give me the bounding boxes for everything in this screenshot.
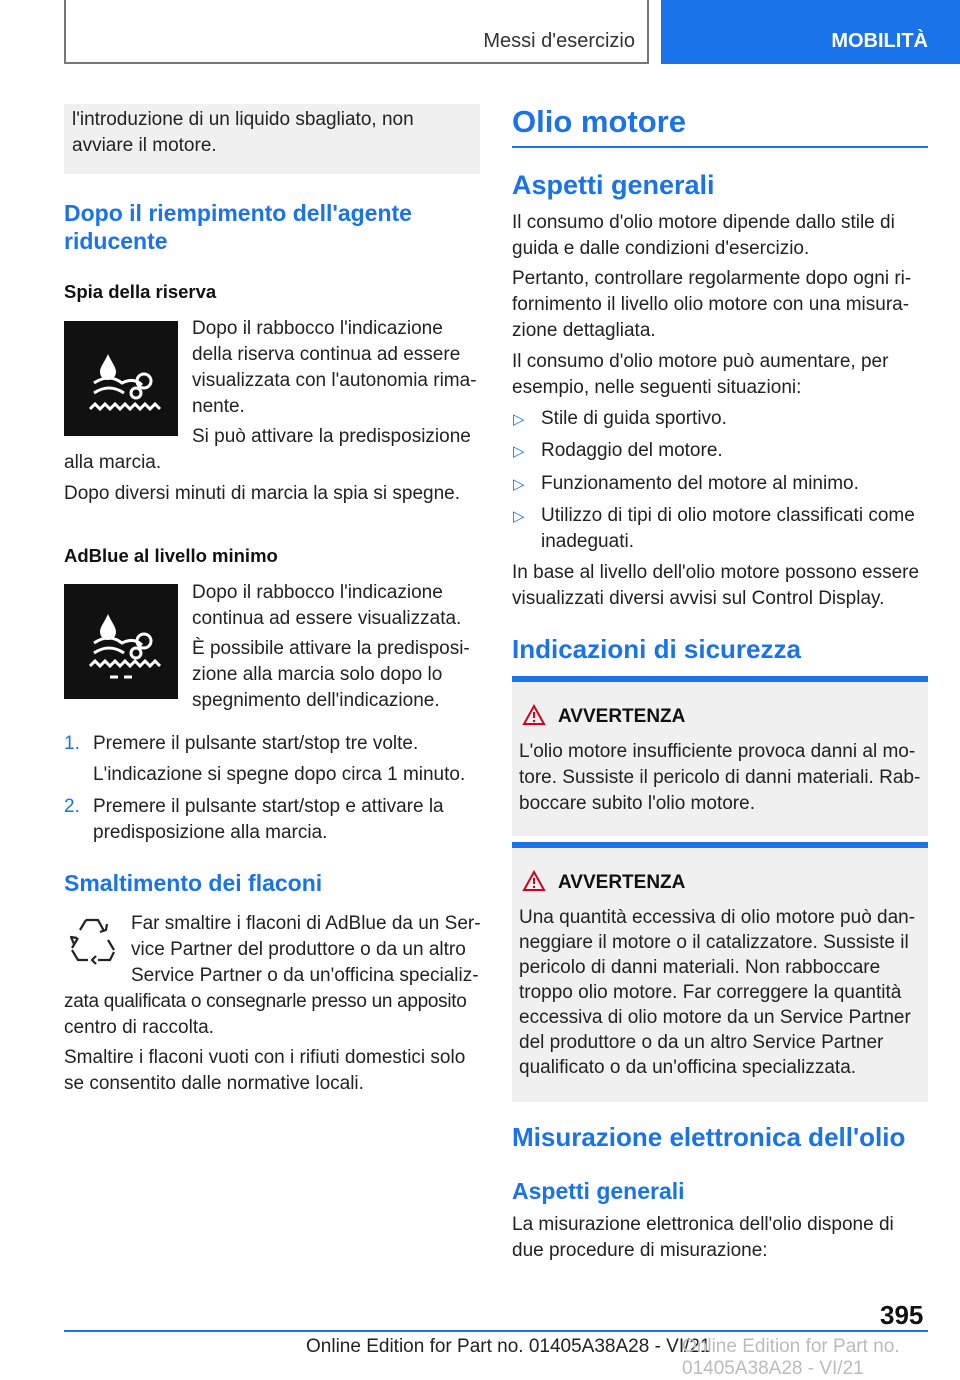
disposal-line: zata qualificata o consegnarle presso un apposito <box>64 991 467 1012</box>
footer-watermark: Online Edition for Part no. 01405A38A28 - VI/21 <box>682 1336 900 1379</box>
minimum-line: Dopo il rabbocco l'indicazione <box>192 582 443 603</box>
header-chapter-label: MOBILITÀ <box>831 30 928 52</box>
general-line: Il consumo d'olio motore può aumentare, per <box>512 351 889 372</box>
adblue-reserve-icon <box>64 321 178 436</box>
warning-line: L'olio motore insufficiente provoca danni al mo- <box>519 741 916 762</box>
disposal-line: vice Partner del produttore o da un altro <box>131 939 466 960</box>
reserve-title: Spia della riserva <box>64 281 217 302</box>
reserve-line: della riserva continua ad essere <box>192 344 461 365</box>
warning-line: Una quantità eccessiva di olio motore può dan- <box>519 907 916 928</box>
heading-after-refill-cont: riducente <box>64 228 168 254</box>
step-number: 1. <box>64 733 80 754</box>
recycle-icon <box>66 914 118 966</box>
general-line: In base al livello dell'olio motore possono essere <box>512 562 920 583</box>
warning-label: AVVERTENZA <box>558 872 686 893</box>
triangle-bullet-icon: ▷ <box>513 443 525 460</box>
step-text: Premere il pulsante start/stop e attivare la <box>93 796 444 817</box>
note-line: l'introduzione di un liquido sbagliato, non <box>72 109 414 130</box>
warning-line: troppo olio motore. Far correggere la quantità <box>519 982 902 1003</box>
header-section-tab <box>64 0 649 64</box>
step-subtext: L'indicazione si spegne dopo circa 1 minuto. <box>93 764 466 785</box>
general-line: guida e dalle condizioni d'esercizio. <box>512 238 810 259</box>
reserve-line: visualizzata con l'autonomia rima- <box>192 370 477 391</box>
step-text: Premere il pulsante start/stop tre volte. <box>93 733 419 754</box>
bullet-item: Stile di guida sportivo. <box>541 408 727 429</box>
header-section-label: Messi d'esercizio <box>483 30 635 52</box>
measure-title: Misurazione elettronica dell'olio <box>512 1122 906 1152</box>
general-line: Il consumo d'olio motore dipende dallo stile di <box>512 212 895 233</box>
note-line: avviare il motore. <box>72 135 217 156</box>
warning-line: eccessiva di olio motore da un Service Partner <box>519 1007 911 1028</box>
measure-line: La misurazione elettronica dell'olio dispone di <box>512 1214 894 1235</box>
triangle-bullet-icon: ▷ <box>513 476 525 493</box>
general-title: Aspetti generali <box>512 170 715 200</box>
disposal-title: Smaltimento dei flaconi <box>64 870 323 896</box>
minimum-line: continua ad essere visualizzata. <box>192 608 462 629</box>
reserve-line: Si può attivare la predisposizione <box>192 426 471 447</box>
reserve-after: Dopo diversi minuti di marcia la spia si spegne. <box>64 483 461 504</box>
triangle-bullet-icon: ▷ <box>513 508 525 525</box>
disposal-after: Smaltire i flaconi vuoti con i rifiuti domestici solo <box>64 1047 466 1068</box>
warning-box <box>512 676 928 836</box>
footer-edition: Online Edition for Part no. 01405A38A28 - VI/21 <box>306 1336 711 1357</box>
footer-rule <box>64 1330 928 1332</box>
warning-label: AVVERTENZA <box>558 706 686 727</box>
disposal-line: centro di raccolta. <box>64 1017 214 1038</box>
bullet-item: Utilizzo di tipi di olio motore classificati come <box>541 505 915 526</box>
disposal-line: Service Partner o da un'officina specializ- <box>131 965 479 986</box>
reserve-line: Dopo il rabbocco l'indicazione <box>192 318 443 339</box>
minimum-line: zione alla marcia solo dopo lo <box>192 664 443 685</box>
warning-line: del produttore o da un altro Service Partner <box>519 1032 884 1053</box>
disposal-line: Far smaltire i flaconi di AdBlue da un Ser- <box>131 913 481 934</box>
general-line: visualizzati diversi avvisi sul Control Display. <box>512 588 885 609</box>
reserve-line: nente. <box>192 396 245 417</box>
warning-line: tore. Sussiste il pericolo di danni materiali. Rab- <box>519 767 921 788</box>
minimum-line: È possibile attivare la predisposi- <box>192 638 470 659</box>
header-chapter-tab <box>661 0 960 64</box>
warning-line: boccare subito l'olio motore. <box>519 793 755 814</box>
general-line: zione dettagliata. <box>512 320 656 341</box>
step-number: 2. <box>64 796 80 817</box>
heading-after-refill: Dopo il riempimento dell'agente <box>64 200 412 226</box>
measure-subtitle: Aspetti generali <box>512 1178 685 1204</box>
minimum-line: spegnimento dell'indicazione. <box>192 690 440 711</box>
note-box <box>64 104 480 174</box>
safety-title: Indicazioni di sicurezza <box>512 634 801 664</box>
reserve-line: alla marcia. <box>64 452 162 473</box>
warning-box <box>512 842 928 1102</box>
bullet-item: Rodaggio del motore. <box>541 440 723 461</box>
bullet-item-cont: inadeguati. <box>541 531 634 552</box>
minimum-title: AdBlue al livello minimo <box>64 545 278 566</box>
measure-line: due procedure di misurazione: <box>512 1240 768 1261</box>
warning-line: neggiare il motore o il catalizzatore. Sussiste il <box>519 932 909 953</box>
general-line: Pertanto, controllare regolarmente dopo ogni ri- <box>512 268 912 289</box>
step-text: predisposizione alla marcia. <box>93 822 328 843</box>
triangle-bullet-icon: ▷ <box>513 411 525 428</box>
warning-line: qualificato o da un'officina specializzata. <box>519 1057 857 1078</box>
general-line: esempio, nelle seguenti situazioni: <box>512 377 802 398</box>
title-rule <box>512 146 928 148</box>
warning-triangle-icon <box>522 870 546 892</box>
adblue-minimum-icon <box>64 584 178 699</box>
general-line: fornimento il livello olio motore con una misura- <box>512 294 910 315</box>
warning-line: pericolo di danni materiali. Non rabboccare <box>519 957 881 978</box>
warning-triangle-icon <box>522 704 546 726</box>
bullet-item: Funzionamento del motore al minimo. <box>541 473 859 494</box>
disposal-after: se consentito dalle normative locali. <box>64 1073 364 1094</box>
page-title: Olio motore <box>512 104 686 139</box>
page-number: 395 <box>880 1300 924 1330</box>
